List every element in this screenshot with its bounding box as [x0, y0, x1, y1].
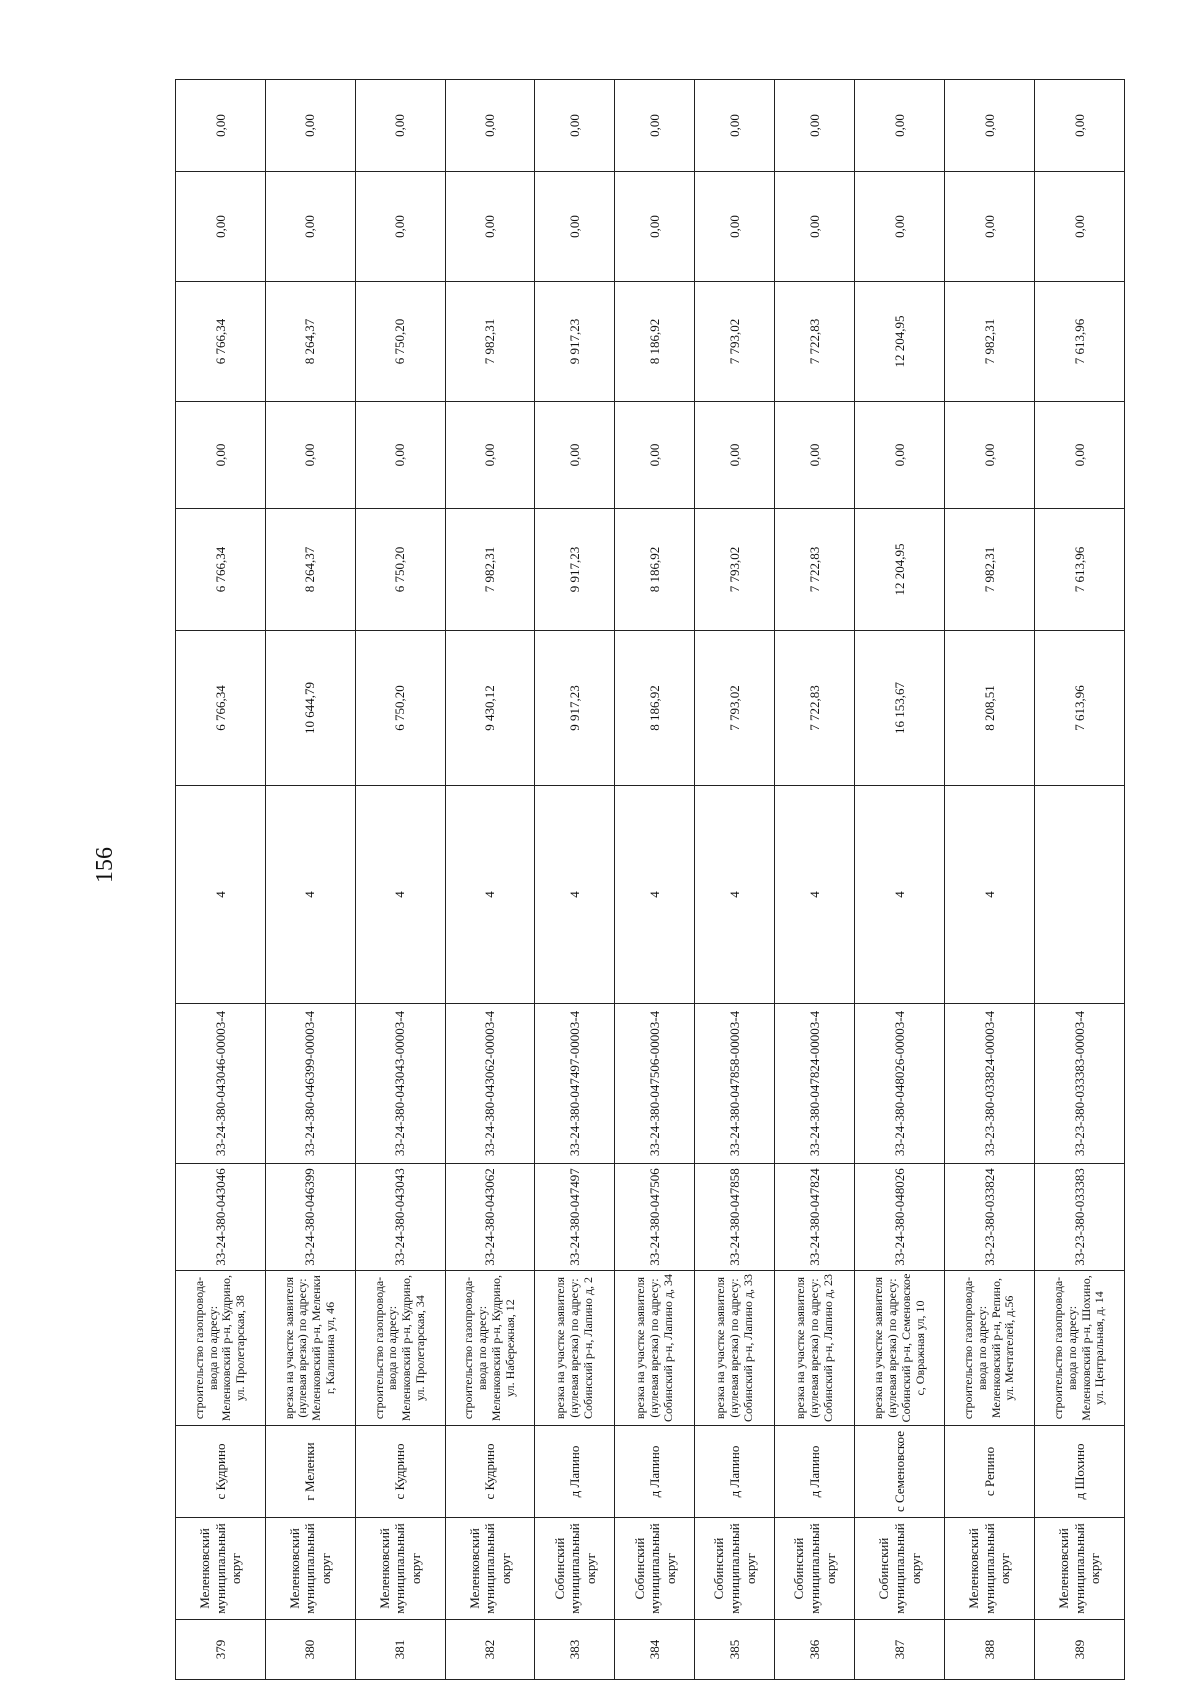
value-cell-2: 12 204,95 — [855, 509, 945, 631]
category-cell: 4 — [535, 786, 615, 1004]
value-cell-2: 7 793,02 — [695, 509, 775, 631]
value-cell-1: 7 722,83 — [775, 631, 855, 786]
request-cell: 33-24-380-043046-00003-4 — [176, 1004, 266, 1164]
settlement-cell: д Лапино — [775, 1426, 855, 1518]
row-number-cell: 386 — [775, 1620, 855, 1680]
description-cell: строительство газопровода-ввода по адресу: Меленковский р-н, Репино, ул. Мечтателей, д.56 — [945, 1271, 1035, 1426]
value-cell-5: 0,00 — [855, 172, 945, 282]
district-cell: Собинский муниципальный округ — [775, 1518, 855, 1620]
category-cell: 4 — [265, 786, 355, 1004]
value-cell-2: 8 186,92 — [615, 509, 695, 631]
district-cell: Собинский муниципальный округ — [615, 1518, 695, 1620]
code-cell: 33-24-380-048026 — [855, 1164, 945, 1271]
value-cell-3: 0,00 — [1035, 402, 1125, 509]
value-cell-3: 0,00 — [615, 402, 695, 509]
description-cell: врезка на участке заявителя (нулевая врезка) по адресу: Собинский р-н, Лапино д, 33 — [695, 1271, 775, 1426]
request-cell: 33-24-380-048026-00003-4 — [855, 1004, 945, 1164]
row-number-cell: 380 — [265, 1620, 355, 1680]
district-cell: Меленковский муниципальный округ — [445, 1518, 535, 1620]
settlement-cell: д Лапино — [615, 1426, 695, 1518]
value-cell-6: 0,00 — [265, 80, 355, 172]
request-cell: 33-24-380-047506-00003-4 — [615, 1004, 695, 1164]
settlement-cell: с Семеновское — [855, 1426, 945, 1518]
district-cell: Меленковский муниципальный округ — [945, 1518, 1035, 1620]
settlement-cell: с Кудрино — [355, 1426, 445, 1518]
value-cell-1: 6 750,20 — [355, 631, 445, 786]
value-cell-1: 9 430,12 — [445, 631, 535, 786]
code-cell: 33-24-380-043046 — [176, 1164, 266, 1271]
row-number-cell: 389 — [1035, 1620, 1125, 1680]
value-cell-3: 0,00 — [945, 402, 1035, 509]
value-cell-4: 7 722,83 — [775, 282, 855, 402]
code-cell: 33-24-380-047497 — [535, 1164, 615, 1271]
value-cell-3: 0,00 — [265, 402, 355, 509]
settlement-cell: с Репино — [945, 1426, 1035, 1518]
category-cell: 4 — [176, 786, 266, 1004]
value-cell-4: 8 186,92 — [615, 282, 695, 402]
row-number-cell: 382 — [445, 1620, 535, 1680]
page-number: 156 — [92, 847, 118, 883]
value-cell-1: 10 644,79 — [265, 631, 355, 786]
table-row — [945, 80, 1035, 1680]
value-cell-6: 0,00 — [1035, 80, 1125, 172]
value-cell-6: 0,00 — [615, 80, 695, 172]
description-cell: строительство газопровода-ввода по адресу: Меленковский р-н, Кудрино, ул. Набережная, 12 — [445, 1271, 535, 1426]
category-cell: 4 — [695, 786, 775, 1004]
description-cell: строительство газопровода-ввода по адресу: Меленковский р-н, Кудрино, ул. Пролетарская, 34 — [355, 1271, 445, 1426]
table-row — [176, 80, 266, 1680]
description-cell: строительство газопровода-ввода по адресу: Меленковский р-н, Кудрино, ул. Пролетарская, 38 — [176, 1271, 266, 1426]
description-cell: врезка на участке заявителя (нулевая врезка) по адресу: Собинский р-н, Семеновское с, Овражная ул, 10 — [855, 1271, 945, 1426]
value-cell-3: 0,00 — [176, 402, 266, 509]
value-cell-3: 0,00 — [355, 402, 445, 509]
value-cell-5: 0,00 — [1035, 172, 1125, 282]
table-row — [355, 80, 445, 1680]
value-cell-4: 7 793,02 — [695, 282, 775, 402]
value-cell-6: 0,00 — [445, 80, 535, 172]
district-cell: Меленковский муниципальный округ — [176, 1518, 266, 1620]
request-cell: 33-23-380-033824-00003-4 — [945, 1004, 1035, 1164]
description-cell: строительство газопровода-ввода по адресу: Меленковский р-н, Шохино, ул. Центральная, д. 14 — [1035, 1271, 1125, 1426]
request-cell: 33-24-380-047858-00003-4 — [695, 1004, 775, 1164]
value-cell-6: 0,00 — [855, 80, 945, 172]
settlement-cell: г Меленки — [265, 1426, 355, 1518]
request-cell: 33-23-380-033383-00003-4 — [1035, 1004, 1125, 1164]
value-cell-6: 0,00 — [775, 80, 855, 172]
value-cell-6: 0,00 — [945, 80, 1035, 172]
value-cell-5: 0,00 — [445, 172, 535, 282]
value-cell-4: 6 766,34 — [176, 282, 266, 402]
rotated-table-wrapper — [175, 80, 1125, 1680]
category-cell — [1035, 786, 1125, 1004]
district-cell: Собинский муниципальный округ — [695, 1518, 775, 1620]
value-cell-6: 0,00 — [355, 80, 445, 172]
row-number-cell: 379 — [176, 1620, 266, 1680]
value-cell-1: 7 793,02 — [695, 631, 775, 786]
value-cell-4: 7 613,96 — [1035, 282, 1125, 402]
value-cell-5: 0,00 — [176, 172, 266, 282]
table-row — [695, 80, 775, 1680]
settlement-cell: д Лапино — [535, 1426, 615, 1518]
row-number-cell: 387 — [855, 1620, 945, 1680]
value-cell-3: 0,00 — [775, 402, 855, 509]
row-number-cell: 383 — [535, 1620, 615, 1680]
category-cell: 4 — [445, 786, 535, 1004]
table-row — [775, 80, 855, 1680]
table-row — [615, 80, 695, 1680]
district-cell: Собинский муниципальный округ — [855, 1518, 945, 1620]
row-number-cell: 381 — [355, 1620, 445, 1680]
row-number-cell: 384 — [615, 1620, 695, 1680]
table-row — [1035, 80, 1125, 1680]
gas-connection-table — [175, 79, 1125, 1680]
table-row — [445, 80, 535, 1680]
category-cell: 4 — [775, 786, 855, 1004]
value-cell-1: 7 613,96 — [1035, 631, 1125, 786]
code-cell: 33-24-380-047506 — [615, 1164, 695, 1271]
request-cell: 33-24-380-047497-00003-4 — [535, 1004, 615, 1164]
district-cell: Меленковский муниципальный округ — [355, 1518, 445, 1620]
value-cell-5: 0,00 — [775, 172, 855, 282]
value-cell-4: 6 750,20 — [355, 282, 445, 402]
settlement-cell: с Кудрино — [176, 1426, 266, 1518]
code-cell: 33-24-380-047858 — [695, 1164, 775, 1271]
value-cell-5: 0,00 — [355, 172, 445, 282]
description-cell: врезка на участке заявителя (нулевая врезка) по адресу: Собинский р-н, Лапино д, 2 — [535, 1271, 615, 1426]
value-cell-2: 7 982,31 — [945, 509, 1035, 631]
code-cell: 33-24-380-043062 — [445, 1164, 535, 1271]
value-cell-5: 0,00 — [265, 172, 355, 282]
value-cell-5: 0,00 — [695, 172, 775, 282]
value-cell-6: 0,00 — [535, 80, 615, 172]
value-cell-5: 0,00 — [945, 172, 1035, 282]
district-cell: Меленковский муниципальный округ — [265, 1518, 355, 1620]
value-cell-6: 0,00 — [695, 80, 775, 172]
category-cell: 4 — [855, 786, 945, 1004]
value-cell-1: 8 186,92 — [615, 631, 695, 786]
value-cell-2: 7 982,31 — [445, 509, 535, 631]
category-cell: 4 — [355, 786, 445, 1004]
value-cell-4: 7 982,31 — [945, 282, 1035, 402]
value-cell-2: 8 264,37 — [265, 509, 355, 631]
request-cell: 33-24-380-047824-00003-4 — [775, 1004, 855, 1164]
settlement-cell: д Лапино — [695, 1426, 775, 1518]
value-cell-1: 8 208,51 — [945, 631, 1035, 786]
request-cell: 33-24-380-046399-00003-4 — [265, 1004, 355, 1164]
value-cell-2: 6 766,34 — [176, 509, 266, 631]
table-row — [265, 80, 355, 1680]
table-row — [535, 80, 615, 1680]
category-cell: 4 — [945, 786, 1035, 1004]
row-number-cell: 385 — [695, 1620, 775, 1680]
description-cell: врезка на участке заявителя (нулевая врезка) по адресу: Собинский р-н, Лапино д, 34 — [615, 1271, 695, 1426]
value-cell-3: 0,00 — [445, 402, 535, 509]
value-cell-3: 0,00 — [535, 402, 615, 509]
table-row — [855, 80, 945, 1680]
request-cell: 33-24-380-043043-00003-4 — [355, 1004, 445, 1164]
description-cell: врезка на участке заявителя (нулевая врезка) по адресу: Меленковский р-н, Меленки г, Калинина ул, 46 — [265, 1271, 355, 1426]
value-cell-3: 0,00 — [855, 402, 945, 509]
district-cell: Собинский муниципальный округ — [535, 1518, 615, 1620]
district-cell: Меленковский муниципальный округ — [1035, 1518, 1125, 1620]
value-cell-1: 16 153,67 — [855, 631, 945, 786]
value-cell-1: 9 917,23 — [535, 631, 615, 786]
value-cell-6: 0,00 — [176, 80, 266, 172]
code-cell: 33-24-380-043043 — [355, 1164, 445, 1271]
settlement-cell: с Кудрино — [445, 1426, 535, 1518]
value-cell-5: 0,00 — [615, 172, 695, 282]
value-cell-2: 9 917,23 — [535, 509, 615, 631]
value-cell-3: 0,00 — [695, 402, 775, 509]
value-cell-2: 7 613,96 — [1035, 509, 1125, 631]
value-cell-2: 6 750,20 — [355, 509, 445, 631]
value-cell-2: 7 722,83 — [775, 509, 855, 631]
value-cell-1: 6 766,34 — [176, 631, 266, 786]
value-cell-4: 12 204,95 — [855, 282, 945, 402]
value-cell-4: 7 982,31 — [445, 282, 535, 402]
category-cell: 4 — [615, 786, 695, 1004]
value-cell-5: 0,00 — [535, 172, 615, 282]
request-cell: 33-24-380-043062-00003-4 — [445, 1004, 535, 1164]
code-cell: 33-23-380-033383 — [1035, 1164, 1125, 1271]
code-cell: 33-24-380-046399 — [265, 1164, 355, 1271]
description-cell: врезка на участке заявителя (нулевая врезка) по адресу: Собинский р-н, Лапино д, 23 — [775, 1271, 855, 1426]
code-cell: 33-23-380-033824 — [945, 1164, 1035, 1271]
value-cell-4: 9 917,23 — [535, 282, 615, 402]
settlement-cell: д Шохино — [1035, 1426, 1125, 1518]
code-cell: 33-24-380-047824 — [775, 1164, 855, 1271]
value-cell-4: 8 264,37 — [265, 282, 355, 402]
row-number-cell: 388 — [945, 1620, 1035, 1680]
